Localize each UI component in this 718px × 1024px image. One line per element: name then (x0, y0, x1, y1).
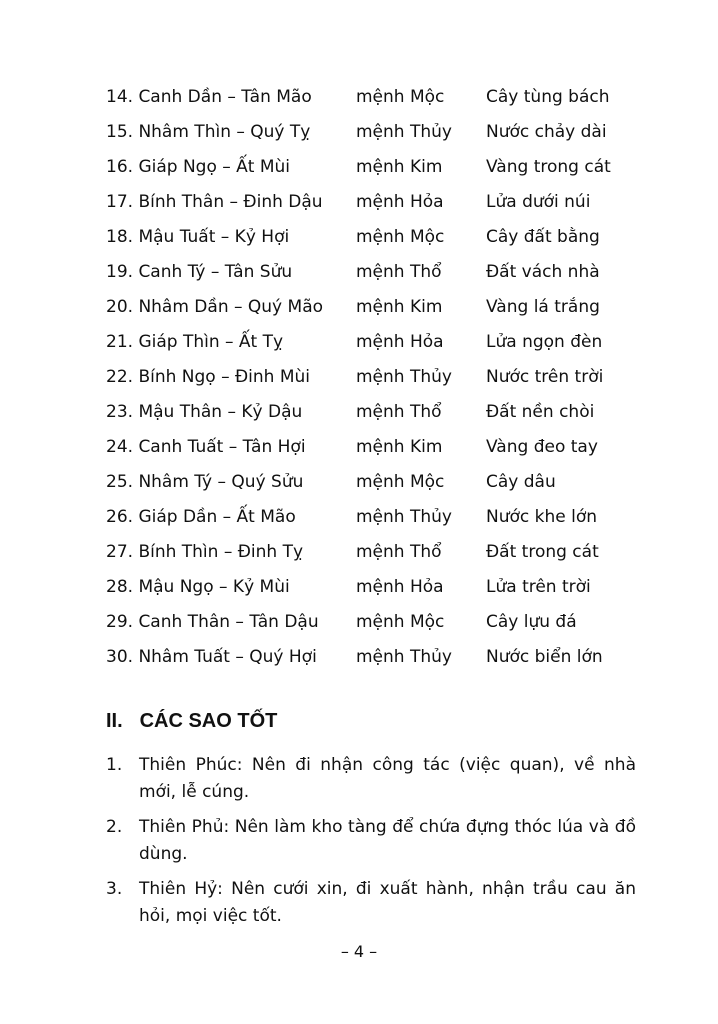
meaning: Vàng trong cát (486, 157, 611, 177)
year-pair: 15. Nhâm Thìn – Quý Tỵ (106, 122, 311, 142)
table-row (106, 255, 626, 290)
year-pair: 20. Nhâm Dần – Quý Mão (106, 297, 324, 317)
meaning: Lửa dưới núi (486, 192, 591, 212)
list-item (106, 876, 636, 930)
element: mệnh Mộc (356, 612, 445, 632)
list-item (106, 752, 636, 806)
table-row (106, 220, 626, 255)
element: mệnh Mộc (356, 87, 445, 107)
table-row (106, 325, 626, 360)
element: mệnh Thủy (356, 367, 452, 387)
meaning: Lửa trên trời (486, 577, 591, 597)
meaning: Vàng lá trắng (486, 297, 600, 317)
element: mệnh Mộc (356, 227, 445, 247)
table-row (106, 360, 626, 395)
element: mệnh Thổ (356, 262, 442, 282)
element: mệnh Hỏa (356, 332, 444, 352)
table-row (106, 640, 626, 675)
table-row (106, 395, 626, 430)
table-row (106, 185, 626, 220)
year-pair: 21. Giáp Thìn – Ất Tỵ (106, 332, 284, 352)
year-pair: 27. Bính Thìn – Đinh Tỵ (106, 542, 304, 562)
item-text: Thiên Phúc: Nên đi nhận công tác (việc quan), về nhà mới, lễ cúng. (139, 755, 636, 802)
meaning: Vàng đeo tay (486, 437, 598, 457)
meaning: Đất trong cát (486, 542, 599, 562)
element: mệnh Kim (356, 157, 443, 177)
element: mệnh Hỏa (356, 192, 444, 212)
year-pair: 19. Canh Tý – Tân Sửu (106, 262, 293, 282)
meaning: Lửa ngọn đèn (486, 332, 603, 352)
year-pair: 16. Giáp Ngọ – Ất Mùi (106, 157, 291, 177)
element: mệnh Kim (356, 437, 443, 457)
meaning: Cây lựu đá (486, 612, 577, 632)
meaning: Đất vách nhà (486, 262, 600, 282)
element: mệnh Thủy (356, 122, 452, 142)
table-row (106, 535, 626, 570)
table-row (106, 570, 626, 605)
year-pair: 25. Nhâm Tý – Quý Sửu (106, 472, 304, 492)
meaning: Cây đất bằng (486, 227, 600, 247)
meaning: Nước khe lớn (486, 507, 598, 527)
meaning: Nước chảy dài (486, 122, 607, 142)
element: mệnh Thổ (356, 542, 442, 562)
table-row (106, 605, 626, 640)
table-row (106, 500, 626, 535)
item-text: Thiên Phủ: Nên làm kho tàng để chứa đựng thóc lúa và đồ dùng. (139, 817, 636, 864)
table-row (106, 430, 626, 465)
year-pair: 17. Bính Thân – Đinh Dậu (106, 192, 323, 212)
year-pair: 24. Canh Tuất – Tân Hợi (106, 437, 306, 457)
year-pair: 29. Canh Thân – Tân Dậu (106, 612, 319, 632)
nap-am-table (106, 80, 626, 675)
meaning: Đất nền chòi (486, 402, 595, 422)
element: mệnh Thủy (356, 647, 452, 667)
year-pair: 28. Mậu Ngọ – Kỷ Mùi (106, 577, 290, 597)
table-row (106, 290, 626, 325)
element: mệnh Hỏa (356, 577, 444, 597)
section-heading (106, 707, 277, 735)
element: mệnh Mộc (356, 472, 445, 492)
year-pair: 26. Giáp Dần – Ất Mão (106, 507, 296, 527)
year-pair: 22. Bính Ngọ – Đinh Mùi (106, 367, 311, 387)
meaning: Nước trên trời (486, 367, 604, 387)
year-pair: 14. Canh Dần – Tân Mão (106, 87, 312, 107)
page-number: – 4 – (340, 942, 378, 961)
table-row (106, 465, 626, 500)
year-pair: 18. Mậu Tuất – Kỷ Hợi (106, 227, 290, 247)
meaning: Cây dâu (486, 472, 556, 492)
meaning: Nước biển lớn (486, 647, 603, 667)
item-number: 1. (106, 755, 123, 775)
table-row (106, 150, 626, 185)
item-text: Thiên Hỷ: Nên cưới xin, đi xuất hành, nhận trầu cau ăn hỏi, mọi việc tốt. (139, 879, 636, 926)
meaning: Cây tùng bách (486, 87, 610, 107)
good-stars-list (106, 752, 636, 938)
element: mệnh Thủy (356, 507, 452, 527)
year-pair: 23. Mậu Thân – Kỷ Dậu (106, 402, 303, 422)
item-number: 3. (106, 879, 123, 899)
table-row (106, 115, 626, 150)
table-row (106, 80, 626, 115)
item-number: 2. (106, 817, 123, 837)
element: mệnh Thổ (356, 402, 442, 422)
section-title: CÁC SAO TỐT (139, 710, 278, 732)
section-number: II. (106, 710, 123, 732)
list-item (106, 814, 636, 868)
year-pair: 30. Nhâm Tuất – Quý Hợi (106, 647, 317, 667)
element: mệnh Kim (356, 297, 443, 317)
